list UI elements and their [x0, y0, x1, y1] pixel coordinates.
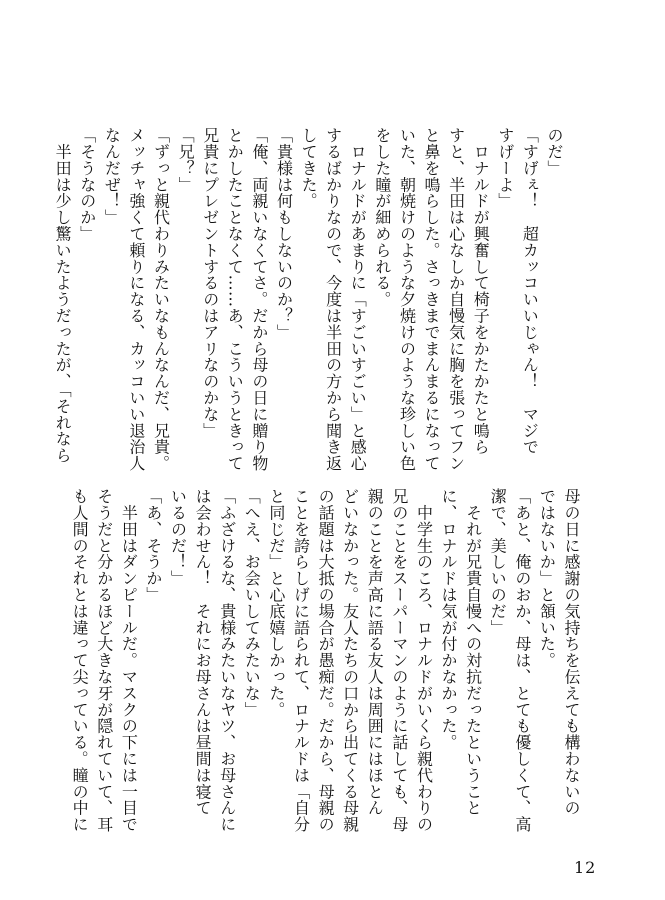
text-line: 「そうなのか」	[77, 127, 97, 242]
text-line: の話題は大抵の場合が愚痴だ。だから、母親の	[316, 488, 336, 833]
text-line: 母の日に感謝の気持ちを伝えても構わないの	[562, 488, 581, 816]
text-line: 「兄？」	[176, 127, 196, 193]
text-line: いるのだ！」	[168, 488, 188, 587]
text-line: も人間のそれとは違って尖っている。瞳の中に	[70, 488, 90, 833]
text-line: 「俺、両親いなくてさ。だから母の日に贈り物	[249, 127, 269, 472]
text-line: すと、半田は心なしか自慢気に胸を張ってフン	[446, 127, 466, 472]
text-line: 「ふざけるな、貴様みたいなヤツ、お母さんに	[217, 488, 237, 833]
text-line: 「すげぇ！ 超カッコいいじゃん！ マジで	[520, 127, 540, 455]
text-block-bottom	[70, 488, 583, 836]
text-line: 「ずっと親代わりみたいなもんなんだ、兄貴。	[151, 127, 171, 472]
text-line: ことを誇らしげに語られて、ロナルドは「自分	[291, 488, 311, 833]
text-line: なんだぜ！」	[102, 127, 122, 226]
text-line: ロナルドが興奮して椅子をかたかたと鳴ら	[471, 127, 491, 455]
text-line: してきた。	[299, 127, 319, 209]
text-line: のだ」	[545, 127, 564, 177]
text-line: 「あと、俺のおか、母は、とても優しくて、高	[512, 488, 532, 833]
text-line: と鼻を鳴らした。さっきまでまんまるになって	[422, 127, 442, 472]
text-line: とかしたことなくて……あ、こういうときって	[225, 127, 245, 472]
text-line: どいなかった。友人たちの口から出てくる母親	[340, 488, 360, 833]
text-line: 半田は少し驚いたようだったが、「それなら	[53, 127, 73, 464]
text-line: いた、朝焼けのような夕焼けのような珍しい色	[397, 127, 417, 472]
text-line: すげーよ」	[495, 127, 515, 209]
text-line: メッチャ強くて頼りになる、カッコいい退治人	[126, 127, 146, 472]
text-line: それが兄貴自慢への対抗だったということ	[463, 488, 483, 816]
text-line: 「へえ、お会いしてみたいな」	[242, 488, 262, 718]
text-line: そうだと分かるほど大きな牙が隠れていて、耳	[94, 488, 114, 833]
text-line: は会わせん！ それにお母さんは昼間は寝て	[193, 488, 213, 816]
text-line: 親のことを声高に語る友人は周囲にはほとん	[365, 488, 385, 816]
text-line: ではないか」と頷いた。	[537, 488, 557, 669]
text-line: ロナルドがあまりに「すごいすごい」と感心	[348, 127, 368, 472]
text-line: するばかりなので、今度は半田の方から聞き返	[323, 127, 343, 472]
text-line: 兄貴にプレゼントするのはアリなのかな」	[200, 127, 220, 439]
text-line: 「貴様は何もしないのか？」	[274, 127, 294, 341]
text-line: をした瞳が細められる。	[372, 127, 392, 308]
text-line: 中学生のころ、ロナルドがいくら親代わりの	[414, 488, 434, 833]
page-number: 12	[574, 858, 597, 877]
text-line: 「あ、そうか」	[143, 488, 163, 603]
text-line: 潔で、美しいのだ」	[488, 488, 508, 636]
text-line: に、ロナルドは気が付かなかった。	[439, 488, 459, 751]
text-block-top	[53, 127, 566, 472]
text-line: と同じだ」と心底嬉しかった。	[266, 488, 286, 718]
text-line: 兄のことをスーパーマンのように話しても、母	[389, 488, 409, 833]
text-line: 半田はダンピールだ。マスクの下には一目で	[119, 488, 139, 833]
